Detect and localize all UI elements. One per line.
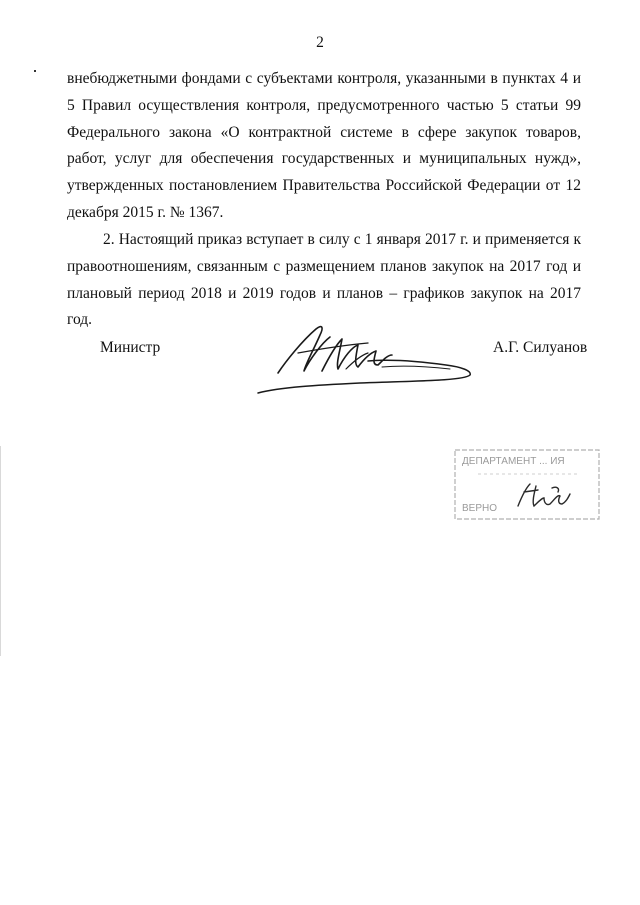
page-number: 2: [316, 34, 324, 51]
signatory-name: А.Г. Силуанов: [493, 339, 588, 356]
stamp-line-2: ВЕРНО: [462, 503, 498, 514]
signatory-title: Министр: [100, 339, 161, 356]
paragraph-continuation: внебюджетными фондами с субъектами контроля, указанными в пунктах 4 и 5 Правил осуществления контроля, предусмотренного частью 5 статьи 99 Федерального закона «О контрактной системе в сфере закупок товаров, работ, услуг для обеспечения государственных и муниципальных нужд», утвержденных постановлением Правительства Российской Федерации от 12 декабря 2015 г. № 1367.: [67, 70, 581, 221]
scan-edge-line: [0, 446, 4, 656]
certification-stamp: [452, 448, 602, 522]
paragraph-item-2: 2. Настоящий приказ вступает в силу с 1 января 2017 г. и применяется к правоотношениям, связанным с размещением планов закупок на 2017 год и плановый период 2018 и 2019 годов и планов – графиков закупок на 2017 год.: [67, 231, 581, 329]
margin-mark: [34, 70, 36, 72]
stamp-handwritten-initials: [518, 484, 570, 506]
minister-signature: [250, 315, 490, 400]
stamp-line-1: ДЕПАРТАМЕНТ ... ИЯ: [462, 456, 565, 467]
